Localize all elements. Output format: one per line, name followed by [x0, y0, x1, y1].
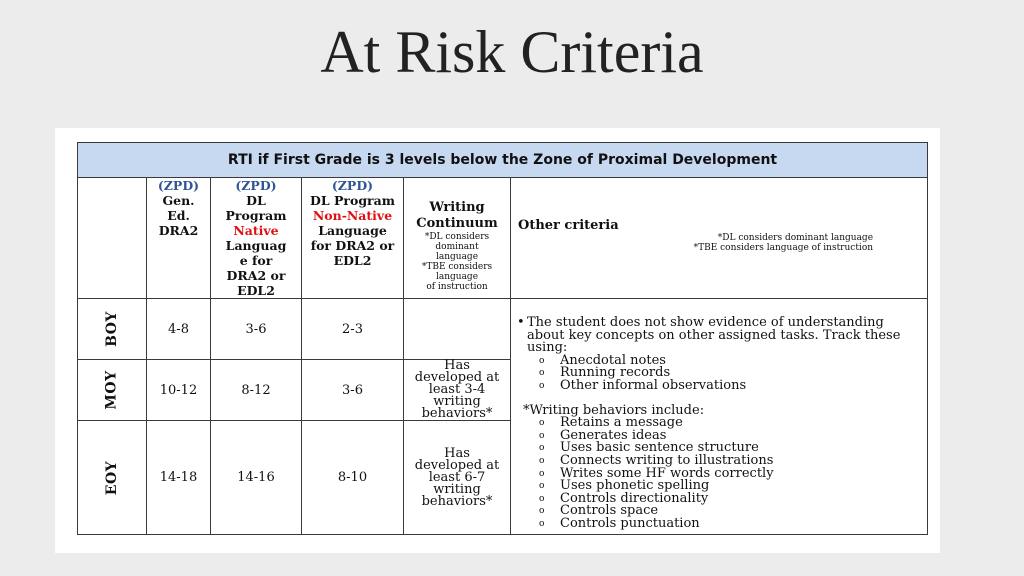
cell-nonnative-eoy: 8-10 — [302, 421, 404, 535]
cell-gen-eoy: 14-18 — [147, 421, 211, 535]
cell-native-moy: 8-12 — [211, 360, 302, 421]
list-item: o Uses phonetic spelling — [539, 478, 710, 494]
cell-nonnative-boy: 2-3 — [302, 299, 404, 360]
table-banner: RTI if First Grade is 3 levels below the Zone of Proximal Development — [78, 143, 928, 178]
header-writing-continuum: Writing Continuum *DL considers dominant language *TBE considers language of instruction — [404, 178, 511, 299]
cell-gen-boy: 4-8 — [147, 299, 211, 360]
cell-writing-moy: Has developed at least 3-4 writing behaviors* — [404, 360, 511, 421]
header-other-criteria: Other criteria *DL considers dominant language *TBE considers language of instruction — [511, 178, 928, 299]
list-item: o Anecdotal notes — [539, 352, 666, 368]
list-item: o Other informal observations — [539, 377, 747, 393]
writing-behaviors-heading: *Writing behaviors include: — [523, 402, 705, 418]
list-item: • The student does not show evidence of understanding about key concepts on other assigned tasks. Track these using: — [517, 315, 901, 356]
cell-gen-moy: 10-12 — [147, 360, 211, 421]
header-dl-native: (ZPD) DL Program Native Languag e for DRA2 or EDL2 — [211, 178, 302, 299]
row-label-boy: BOY — [78, 299, 147, 360]
list-item: o Uses basic sentence structure — [539, 440, 759, 456]
row-label-moy: MOY — [78, 360, 147, 421]
header-corner — [78, 178, 147, 299]
table-header-row — [78, 178, 928, 299]
list-item: o Connects writing to illustrations — [539, 452, 774, 468]
list-item: o Controls punctuation — [539, 515, 700, 531]
cell-native-eoy: 14-16 — [211, 421, 302, 535]
row-label-eoy: EOY — [78, 421, 147, 535]
list-item: o Controls space — [539, 503, 659, 519]
header-gen-ed: (ZPD) Gen. Ed. DRA2 — [147, 178, 211, 299]
list-item: o Retains a message — [539, 415, 683, 431]
cell-nonnative-moy: 3-6 — [302, 360, 404, 421]
list-item: o Writes some HF words correctly — [539, 465, 774, 481]
cell-native-boy: 3-6 — [211, 299, 302, 360]
rti-criteria-table — [77, 142, 928, 535]
header-dl-non-native: (ZPD) DL Program Non-Native Language for DRA2 or EDL2 — [302, 178, 404, 299]
cell-writing-boy — [404, 299, 511, 360]
slide-title: At Risk Criteria — [320, 19, 704, 85]
table-panel — [55, 128, 940, 553]
cell-other-criteria — [511, 299, 928, 535]
table-banner-row — [78, 143, 928, 178]
cell-writing-eoy: Has developed at least 6-7 writing behaviors* — [404, 421, 511, 535]
table-row-boy — [78, 299, 928, 360]
list-item: o Generates ideas — [539, 427, 667, 443]
list-item: o Controls directionality — [539, 490, 709, 506]
list-item: o Running records — [539, 365, 671, 381]
